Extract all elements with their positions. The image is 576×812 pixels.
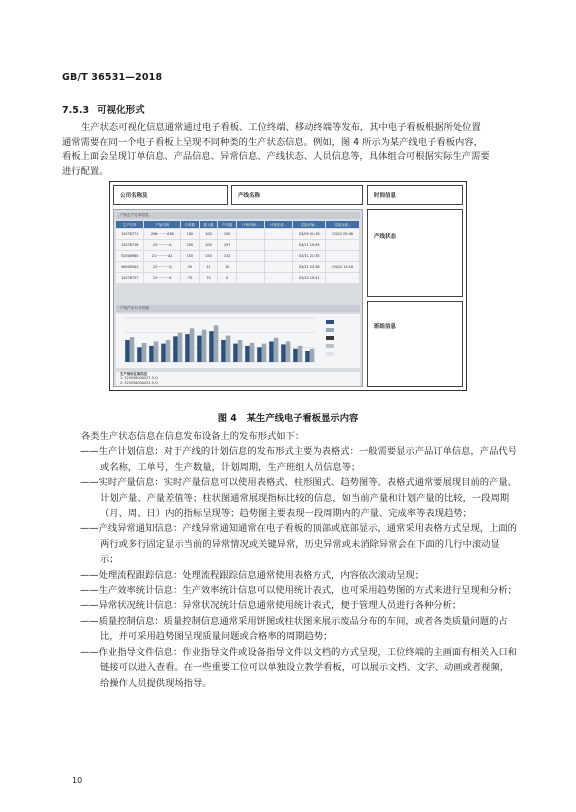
table-cell [236,273,264,284]
table-cell: 03/12 09:36 [326,229,360,240]
table-cell: 03/11 10:49 [293,240,326,251]
table-cell [236,262,264,273]
chart-bar [221,340,226,362]
intro-line: 通常需要在同一个电子看板上呈现不同种类的生产状态信息。例如，图 4 所示为某产线电子看板内容， [62,136,483,148]
table-cell [264,229,292,240]
figure-caption [0,410,576,424]
table-header-cell: 产出数 [218,221,237,229]
table-cell: 200 [181,240,200,251]
table-cell: 200 [199,240,218,251]
intro-line: 生产状态可视化信息通常通过电子看板、工位终端、移动终端等发布，其中电子看板根据所处位置 [81,122,481,133]
chart-legend-swatch [326,320,334,324]
intro-line: 看板上面会呈现订单信息、产品信息、异常信息、产线状态、人员信息等，具体组合可根据实际生产需要 [62,151,490,163]
table-cell: 03/11 23:38 [293,262,326,273]
chart-bar [178,333,183,362]
chart-bar [173,336,178,362]
table-row [116,251,360,262]
table-row [116,262,360,273]
table-cell: 22···········A [144,273,181,284]
table-header-cell: 计划开始... [236,221,264,229]
chart-legend-swatch [326,344,334,348]
dashboard-screen [113,209,363,387]
list-item: ——生产效率统计信息：生产效率统计信息可以使用统计表式，也可采用趋势图的方式来进行呈现和分析； [80,585,517,597]
table-cell: 70 [181,273,200,284]
line-status-box [367,209,463,297]
team-info-label: 班组信息 [374,324,397,330]
table-cell: 03/09 01:18 [293,229,326,240]
list-item: ——质量控制信息：质量控制信息通常采用饼图或柱状图来展示废品分布的车间，或者各类质量问题的占比，并可采用趋势图呈现质量问题或合格率的周期趋势； [80,615,508,643]
table-cell: 03/12 13:16 [326,262,360,273]
chart-bar [197,336,202,362]
table-cell: 12076757 [116,273,144,284]
publishing-forms-list [62,429,518,691]
table-header-cell: 投入数 [199,221,218,229]
table-cell: 0 [218,273,237,284]
table-header-cell: 产品代码 [144,221,181,229]
table-cell [326,273,360,284]
chart-bar [269,341,274,362]
table-cell: 100 [181,229,200,240]
output-chart-svg [116,314,360,368]
time-info-box [367,185,463,205]
chart-bar [233,344,238,362]
wip-line: 1: 52005800A027-5-Q [120,376,158,381]
table-cell: 22···········A [144,240,181,251]
table-cell [236,229,264,240]
table-header-row [116,221,360,229]
standard-code-header: GB/T 36531—2018 [62,72,163,83]
figure-number: 图 4 [217,413,237,424]
table-header-cell: 实际开始... [293,221,326,229]
table-cell: 132 [218,251,237,262]
output-chart [116,314,360,368]
chart-legend-swatch [326,336,334,340]
table-header-cell: 生产订单 [116,221,144,229]
line-status-label: 产线状态 [374,234,397,240]
chart-bar [137,347,142,362]
order-panel-title: 产线生产订单信息 [116,212,360,219]
table-cell: 150 [199,251,218,262]
chart-bar [305,351,310,362]
company-name-box [113,185,228,205]
chart-bar [250,343,255,362]
figure-caption-text: 某生产线电子看板显示内容 [246,413,359,424]
table-cell [264,240,292,251]
list-item: ——生产计划信息：对于产线的计划信息的发布形式主要为表格式：一般需要显示产品订单信息，产品代号或名称，工单号，生产数量，计划周期，生产班组人员信息等； [80,446,517,473]
chart-bar [209,331,214,362]
company-name-label: 公司名称及 [120,193,148,199]
chart-bar [274,338,279,362]
time-info-label: 时间信息 [374,193,397,199]
chart-bar [262,344,267,362]
table-cell [236,240,264,251]
list-lead: 各类生产状态信息在信息发布设备上的发布形式如下： [81,431,305,442]
wip-panel [116,372,360,386]
table-cell: 100 [199,229,218,240]
section-heading [62,102,145,116]
table-cell: 12076771 [116,229,144,240]
wip-line: 2: 52005800A023-5-Q [120,380,158,385]
chart-bar [286,341,291,362]
table-header-cell: 计划完成... [264,221,292,229]
table-header-cell: 订单数 [181,221,200,229]
table-cell [236,251,264,262]
table-row [116,229,360,240]
table-cell: 20 [181,262,200,273]
table-cell: 52006980 [116,251,144,262]
section-number: 7.5.3 [62,105,90,116]
table-row [116,273,360,284]
table-cell: 10 [218,262,237,273]
table-cell [264,251,292,262]
table-cell: 100 [218,229,237,240]
table-cell: 12076716 [116,240,144,251]
table-cell [264,262,292,273]
page-number: 10 [72,776,83,785]
table-cell: 08005543 [116,262,144,273]
table-cell: 150 [181,251,200,262]
line-name-label: 产线名称 [238,193,261,199]
list-item: ——异常状况统计信息：异常状况统计信息通常使用统计表式，便于管理人员进行各种分析； [80,600,462,612]
table-cell: 197 [218,240,237,251]
chart-bar [298,346,303,362]
section-title: 可视化形式 [97,105,145,116]
chart-bar [190,328,195,362]
chart-bar [214,325,219,362]
table-cell [326,240,360,251]
chart-bar [142,343,147,362]
chart-bar [257,347,262,362]
chart-bar [293,349,298,362]
chart-bar [245,346,250,362]
line-name-box [231,185,363,205]
list-item: ——作业指导文件信息：作业指导文件或设备指导文件以文档的方式呈现，工位终端的主画面有相关入口和链接可以进入查看。在一些重要工位可以单独设立教学看板，可以展示文档、文字、动画或者视频，给操作人员提供现场指导。 [80,646,517,689]
team-info-box [367,301,463,387]
chart-bar [149,346,154,362]
table-cell: 22···········Q [144,262,181,273]
chart-bar [202,330,207,362]
list-item: ——实时产量信息：实时产量信息可以使用表格式、柱形图式、趋势图等。表格式通常要展现目前的产量、计划产量、产量差值等；柱状图通常展现指标比较的信息，如当前产量和计划产量的比较，一段周期（月、周、日）内的指标呈现等；趋势图主要表现一段周期内的产量、完成率等表现趋势； [80,477,517,520]
table-cell: 70 [199,273,218,284]
chart-bar [226,336,231,362]
table-cell: 21···········A1 [144,251,181,262]
chart-bar [238,340,243,362]
chart-bar [154,341,159,362]
list-item: ——产线异常通知信息：产线异常通知通常在电子看板的顶部或底部显示，通常采用表格方式呈现，上面的两行或多行固定显示当前的异常情况或关键异常，历史异常或未消除异常会在下面的几行中滚动显示； [80,523,517,566]
table-cell [264,273,292,284]
order-table [116,221,360,283]
chart-bar [161,344,166,362]
intro-paragraph [62,121,518,179]
chart-bar [166,340,171,362]
table-body [116,229,360,284]
list-item: ——处理流程跟踪信息：处理流程跟踪信息通常使用表格方式，内容依次滚动呈现； [80,569,424,581]
chart-bar [281,344,286,362]
intro-line: 进行配置。 [62,165,109,177]
wip-panel-title: 生产现场在制信息 [120,372,148,376]
chart-legend-swatch [326,328,334,332]
table-cell: 03/12 10:51 [293,273,326,284]
table-cell [326,251,360,262]
chart-bar [130,337,135,362]
table-cell: 206·········A38 [144,229,181,240]
chart-bar [125,340,130,362]
table-cell: 03/11 21:35 [293,251,326,262]
table-cell: 11 [199,262,218,273]
chart-panel-title: 产线产出行分布图 [116,305,360,312]
table-header-cell: 实际完成... [326,221,360,229]
chart-legend-swatch [326,352,334,356]
chart-bar [310,349,315,362]
chart-bar [185,334,190,362]
table-row [116,240,360,251]
